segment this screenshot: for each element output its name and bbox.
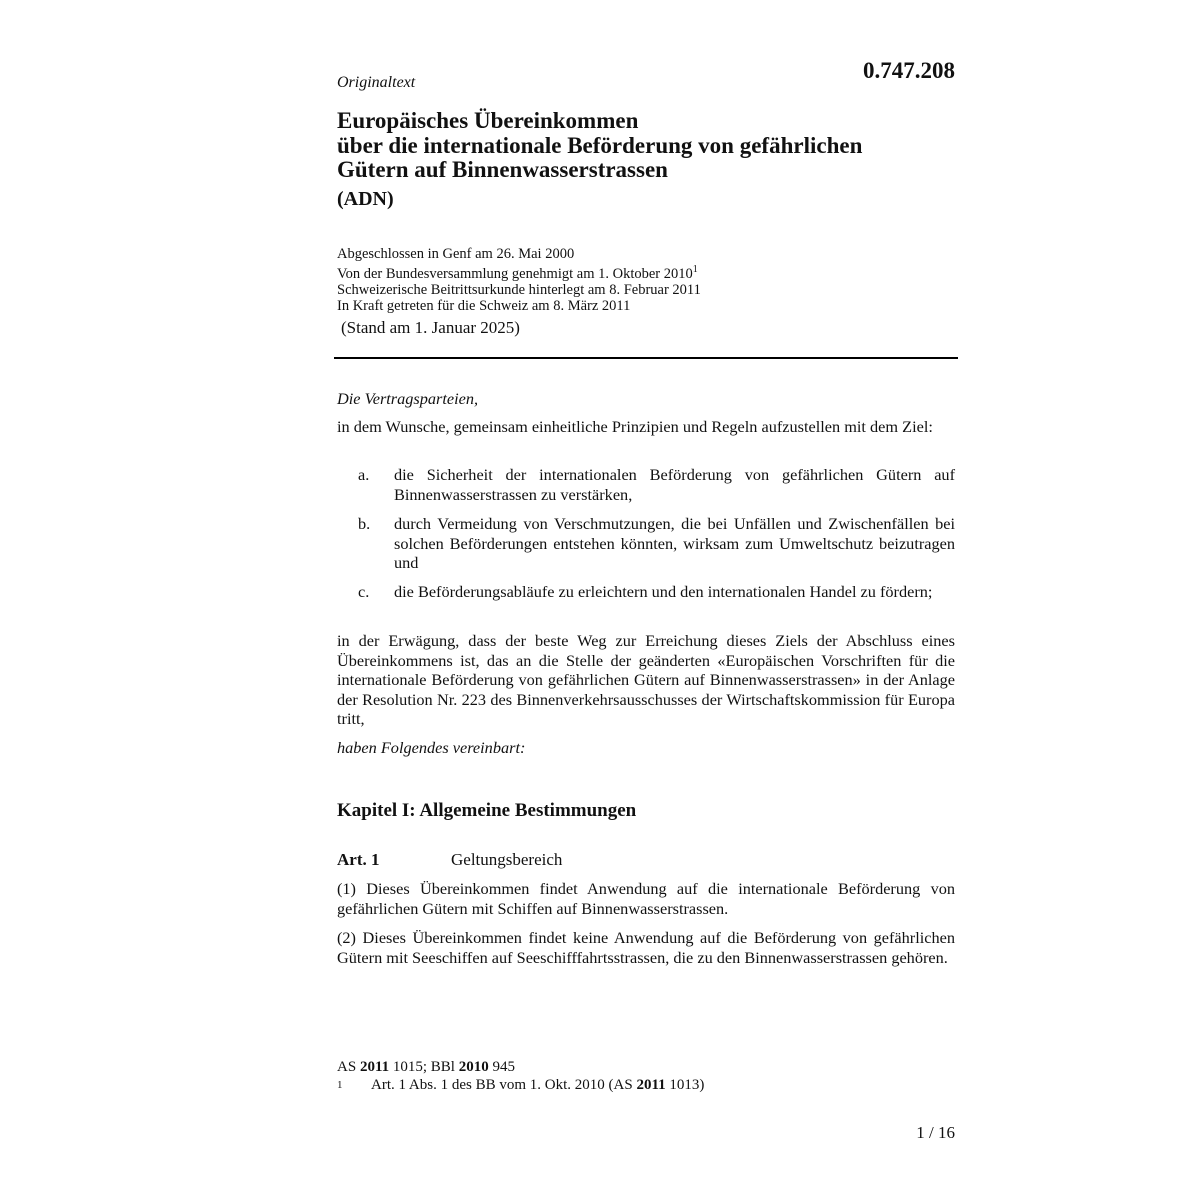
preamble-agreed: haben Folgendes vereinbart:	[337, 738, 526, 757]
footnote-text: Art. 1 Abs. 1 des BB vom 1. Okt. 2010 (AS 2011 1013)	[371, 1077, 705, 1093]
stand-date: (Stand am 1. Januar 2025)	[341, 318, 520, 337]
footnotes	[337, 1058, 955, 1094]
publication-reference: AS 2011 1015; BBl 2010 945	[337, 1059, 515, 1075]
chapter-heading: Kapitel I: Allgemeine Bestimmungen	[337, 800, 637, 821]
title-abbreviation: (ADN)	[337, 188, 394, 210]
footnote-1	[337, 1076, 955, 1094]
header-rule	[334, 357, 958, 359]
list-item	[337, 465, 955, 504]
originaltext-label: Originaltext	[337, 74, 416, 91]
document-metadata	[337, 246, 701, 314]
list-item-text: die Beförderungsabläufe zu erleichtern und den internationalen Handel zu fördern;	[394, 582, 933, 601]
preamble-intro: in dem Wunsche, gemeinsam einheitliche Prinzipien und Regeln aufzustellen mit dem Ziel:	[337, 417, 933, 436]
list-item	[337, 514, 955, 573]
meta-approved: Von der Bundesversammlung genehmigt am 1. Oktober 2010$^1$	[337, 264, 698, 282]
preamble-parties: Die Vertragsparteien,	[337, 389, 479, 408]
list-item	[337, 582, 955, 602]
page-number: 1 / 16	[916, 1123, 955, 1142]
list-marker: a.	[358, 465, 370, 484]
list-marker: b.	[358, 514, 371, 533]
title-line: Europäisches Übereinkommen	[337, 108, 639, 133]
article-number: Art. 1	[337, 850, 380, 869]
list-item-text: die Sicherheit der internationalen Beförderung von gefährlichen Gütern auf Binnenwasserstrassen zu verstärken,	[394, 465, 955, 504]
article-paragraph: (2) Dieses Übereinkommen findet keine Anwendung auf die Beförderung von gefährlichen Gütern mit Seeschiffen auf Seeschifffahrtsstrassen, die zu den Binnenwasserstrassen gehören.	[337, 928, 955, 967]
meta-in-force: In Kraft getreten für die Schweiz am 8. März 2011	[337, 297, 631, 314]
preamble-consideration: in der Erwägung, dass der beste Weg zur Erreichung dieses Ziels der Abschluss eines Übereinkommens ist, das an die Stelle der geänderten «Europäischen Vorschriften für die internationale Beförderung von gefährlichen Gütern auf Binnenwasserstrassen» in der Anlage der Resolution Nr. 223 des Binnenverkehrsausschusses der Wirtschaftskommission für Europa tritt,	[337, 631, 955, 728]
meta-concluded: Abgeschlossen in Genf am 26. Mai 2000	[337, 246, 575, 262]
footnote-ref[interactable]: 1	[692, 264, 698, 275]
footnote-number: 1	[337, 1079, 343, 1091]
document-title	[337, 109, 862, 183]
article-title: Geltungsbereich	[451, 850, 563, 869]
title-line: über die internationale Beförderung von gefährlichen	[337, 132, 863, 158]
list-item-text: durch Vermeidung von Verschmutzungen, die bei Unfällen und Zwischenfällen bei solchen Beförderungen entstehen könnten, wirksam zum Umweltschutz beizutragen und	[394, 514, 955, 572]
meta-deposited: Schweizerische Beitrittsurkunde hinterlegt am 8. Februar 2011	[337, 281, 701, 298]
title-line: Gütern auf Binnenwasserstrassen	[337, 157, 668, 182]
article-paragraph: (1) Dieses Übereinkommen findet Anwendung auf die internationale Beförderung von gefährlichen Gütern mit Schiffen auf Binnenwasserstrassen.	[337, 879, 955, 918]
sr-number: 0.747.208	[863, 58, 955, 83]
list-marker: c.	[358, 582, 370, 601]
